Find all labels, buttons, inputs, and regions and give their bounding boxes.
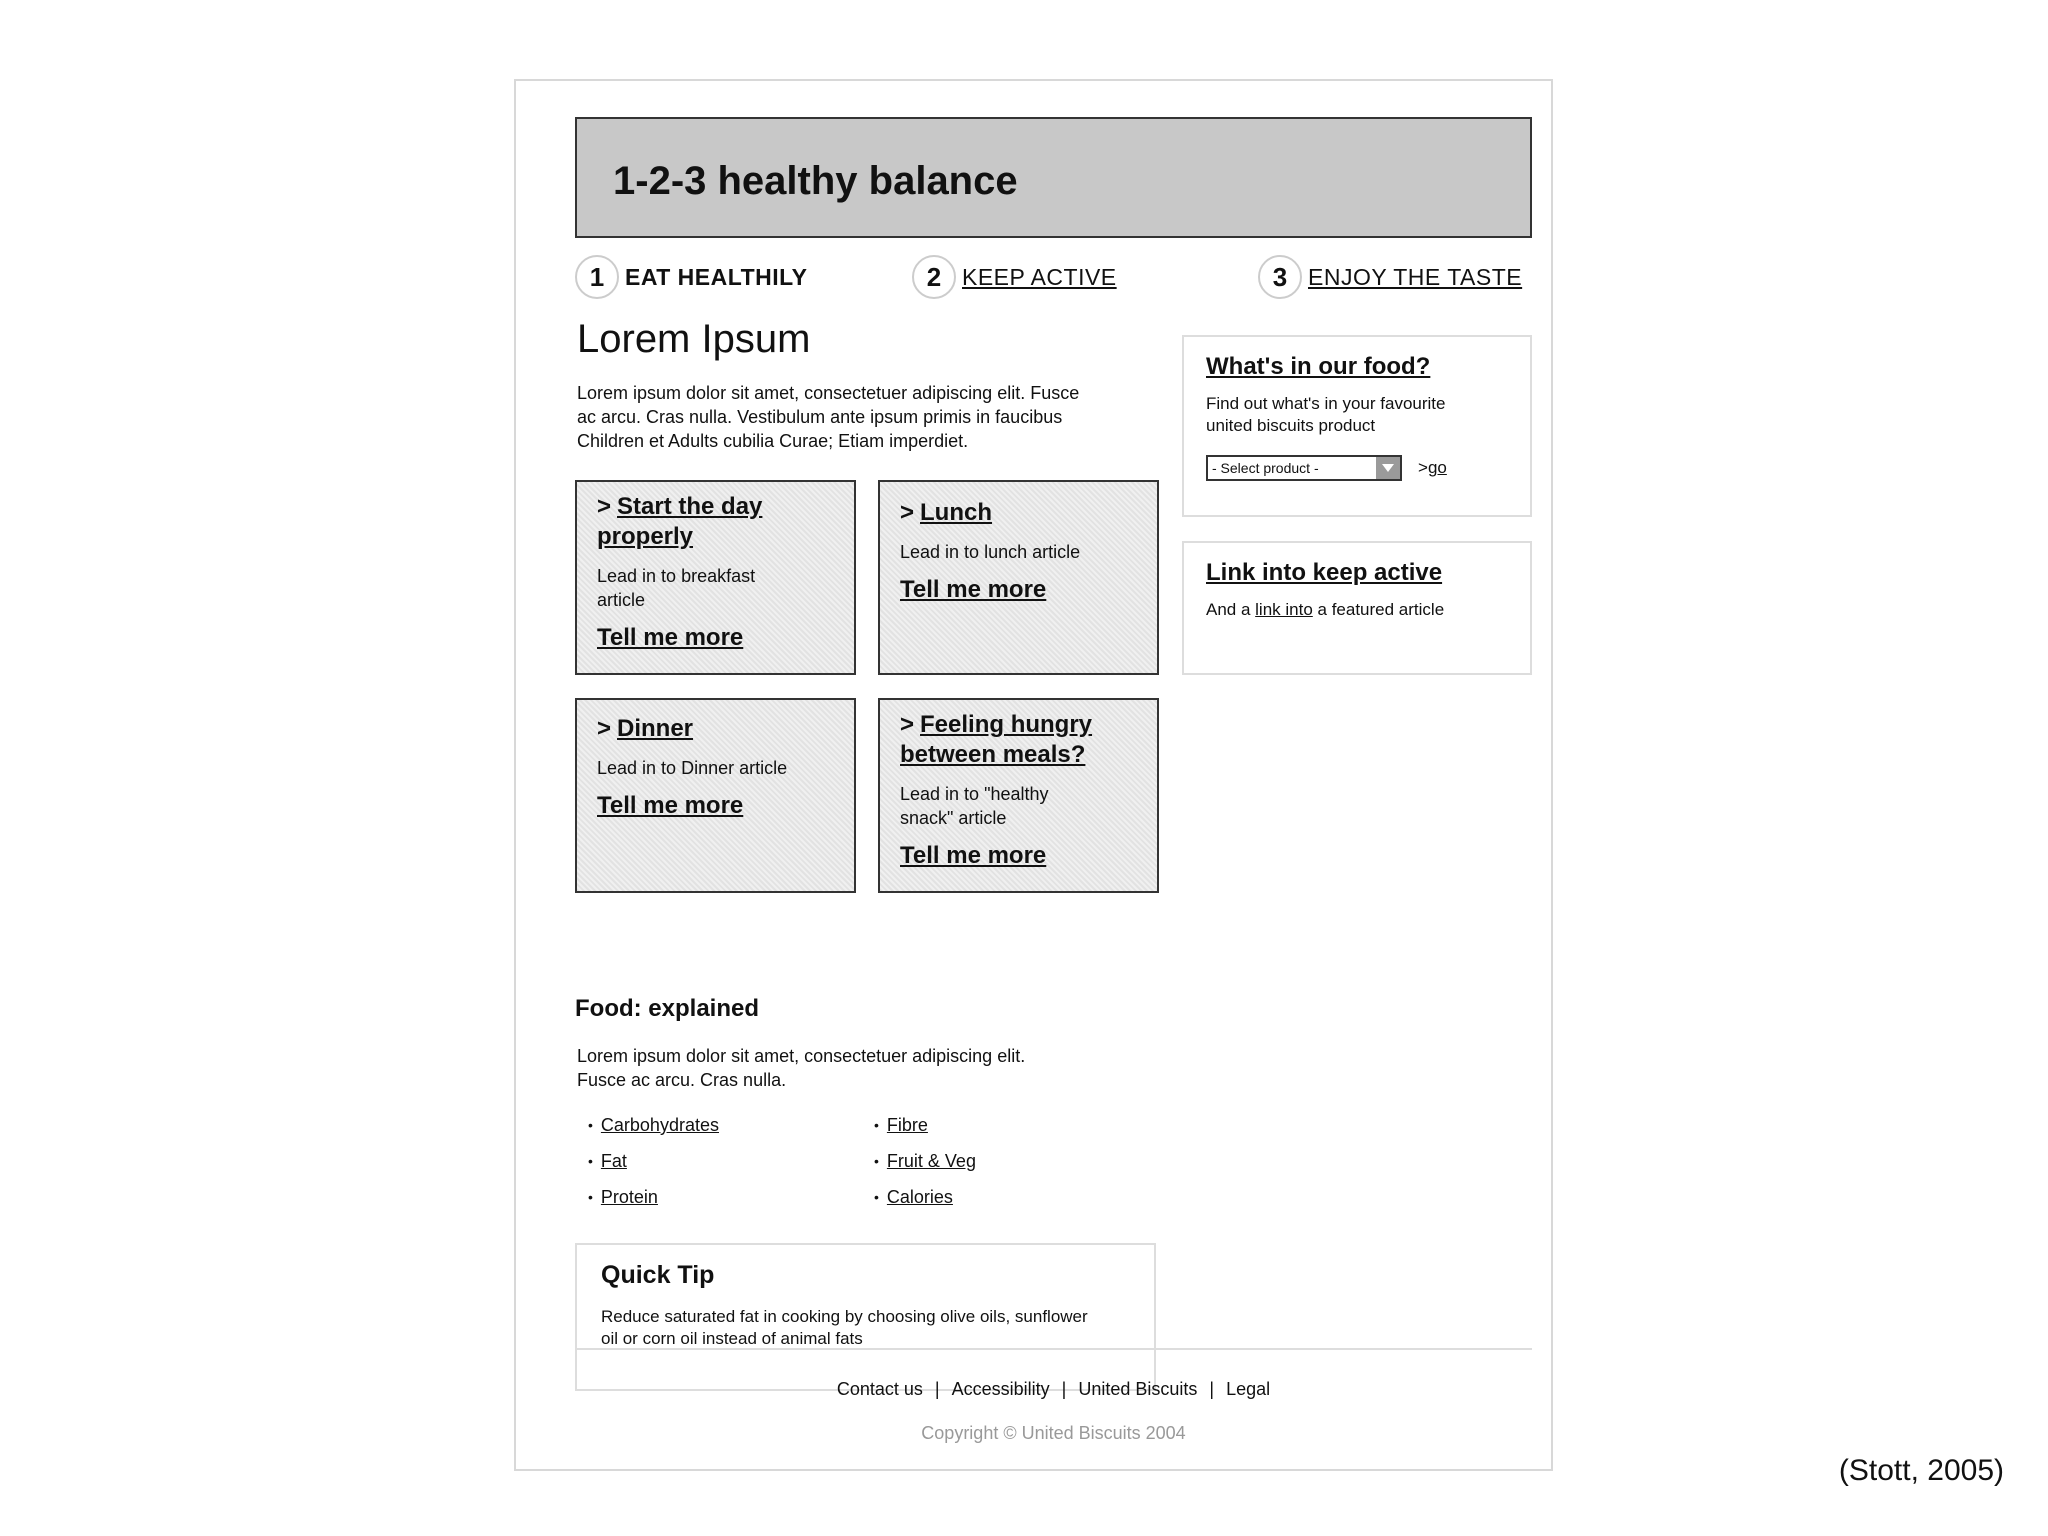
card-title-link[interactable]: between meals? [900,741,1086,768]
food-explained-title: Food: explained [575,995,760,1022]
product-select-row [1206,455,1508,481]
step-eat-healthily[interactable] [575,253,807,301]
step-enjoy-the-taste[interactable] [1258,253,1522,301]
list-item [874,1107,976,1143]
card-dinner [575,698,856,893]
list-item [588,1107,719,1143]
card-lead-line: Lead in to "healthy [900,784,1049,804]
card-lead [597,756,834,780]
card-title-link[interactable]: properly [597,523,694,550]
wireframe-page [514,79,1553,1471]
copyright-text: Copyright © United Biscuits 2004 [921,1423,1186,1443]
header-banner [575,117,1532,238]
bullet-icon: • [588,1189,593,1205]
card-lead-line: article [597,590,646,610]
step-number-2: 2 [912,255,956,299]
card-breakfast [575,480,856,675]
card-title[interactable] [597,714,834,744]
card-lead [900,540,1137,564]
site-title: 1-2-3 healthy balance [613,159,1018,203]
calories-link[interactable]: Calories [886,1187,953,1207]
whats-in-our-food-link[interactable]: What's in our food? [1206,353,1431,380]
card-title-link[interactable]: Start the day [617,493,763,520]
tell-me-more-link[interactable]: Tell me more [597,792,744,819]
card-lead-line: snack" article [900,808,1007,828]
arrow-icon: > [597,493,612,520]
card-snack [878,698,1159,893]
list-item [874,1179,976,1215]
active-text-before: And a [1206,600,1256,619]
footer-separator: | [1209,1379,1215,1399]
food-box-text-line: united biscuits product [1206,416,1376,435]
keep-active-featured-link[interactable]: Link into keep active [1206,559,1443,586]
accessibility-link[interactable]: Accessibility [951,1379,1050,1399]
card-lead-line: Lead in to lunch article [900,542,1081,562]
product-select-value: - Select product - [1212,460,1319,476]
arrow-icon: > [900,711,915,738]
arrow-icon: > [597,715,612,742]
intro-line: ac arcu. Cras nulla. Vestibulum ante ipsum primis in faucibus [577,407,1063,427]
step-keep-active[interactable] [912,253,1117,301]
card-title[interactable] [597,492,834,552]
tell-me-more-link[interactable]: Tell me more [900,842,1047,869]
quick-tip-box [575,1243,1156,1391]
whats-in-our-food-box [1182,335,1532,517]
list-item [874,1143,976,1179]
food-box-text-line: Find out what's in your favourite [1206,394,1446,413]
go-button[interactable] [1418,458,1447,478]
footer-separator: | [934,1379,940,1399]
card-lead [900,782,1137,830]
card-title-link[interactable]: Feeling hungry [920,711,1093,738]
quick-tip-title: Quick Tip [601,1261,715,1289]
card-title[interactable] [900,498,1137,528]
quick-tip-text [601,1306,1130,1350]
card-title-link[interactable]: Dinner [617,715,694,742]
step-link-keep-active[interactable]: KEEP ACTIVE [962,263,1117,290]
active-text-after: a featured article [1312,600,1445,619]
footer-divider [575,1348,1532,1350]
footer-nav [575,1379,1532,1400]
product-select[interactable] [1206,455,1402,481]
card-lunch [878,480,1159,675]
step-number-1: 1 [575,255,619,299]
bullet-icon: • [874,1189,879,1205]
nutrient-links-left [588,1107,719,1215]
list-item [588,1143,719,1179]
go-link[interactable]: go [1427,458,1447,477]
step-label-eat-healthily: EAT HEALTHILY [625,263,808,290]
intro-paragraph [577,381,1079,453]
page-title: Lorem Ipsum [577,317,811,361]
arrow-icon: > [900,499,915,526]
bullet-icon: • [588,1153,593,1169]
bullet-icon: • [588,1117,593,1133]
step-number-3: 3 [1258,255,1302,299]
footer-separator: | [1061,1379,1067,1399]
food-box-text [1206,393,1508,437]
fibre-link[interactable]: Fibre [886,1115,928,1135]
fat-link[interactable]: Fat [600,1151,627,1171]
active-box-text [1206,599,1508,621]
carbohydrates-link[interactable]: Carbohydrates [600,1115,719,1135]
link-into-link[interactable]: link into [1255,600,1313,619]
united-biscuits-link[interactable]: United Biscuits [1078,1379,1198,1399]
card-lead-line: Lead in to Dinner article [597,758,788,778]
list-item [588,1179,719,1215]
chevron-down-icon[interactable] [1376,457,1400,479]
intro-line: Children et Adults cubilia Curae; Etiam imperdiet. [577,431,969,451]
legal-link[interactable]: Legal [1226,1379,1271,1399]
step-link-enjoy-the-taste[interactable]: ENJOY THE TASTE [1308,263,1523,290]
go-prefix: > [1418,458,1428,477]
card-lead-line: Lead in to breakfast [597,566,756,586]
quick-tip-line: oil or corn oil instead of animal fats [601,1329,863,1348]
explained-line: Lorem ipsum dolor sit amet, consectetuer adipiscing elit. [577,1046,1026,1066]
quick-tip-line: Reduce saturated fat in cooking by choosing olive oils, sunflower [601,1307,1088,1326]
food-explained-paragraph [577,1044,1025,1092]
nutrient-links-right [874,1107,976,1215]
tell-me-more-link[interactable]: Tell me more [597,624,744,651]
protein-link[interactable]: Protein [600,1187,658,1207]
bullet-icon: • [874,1153,879,1169]
card-title[interactable] [900,710,1137,770]
fruit-veg-link[interactable]: Fruit & Veg [886,1151,976,1171]
tell-me-more-link[interactable]: Tell me more [900,576,1047,603]
card-lead [597,564,834,612]
contact-us-link[interactable]: Contact us [836,1379,923,1399]
bullet-icon: • [874,1117,879,1133]
card-title-link[interactable]: Lunch [920,499,993,526]
intro-line: Lorem ipsum dolor sit amet, consectetuer adipiscing elit. Fusce [577,383,1080,403]
explained-line: Fusce ac arcu. Cras nulla. [577,1070,787,1090]
citation-text: (Stott, 2005) [1838,1454,2004,1487]
link-into-keep-active-box [1182,541,1532,675]
